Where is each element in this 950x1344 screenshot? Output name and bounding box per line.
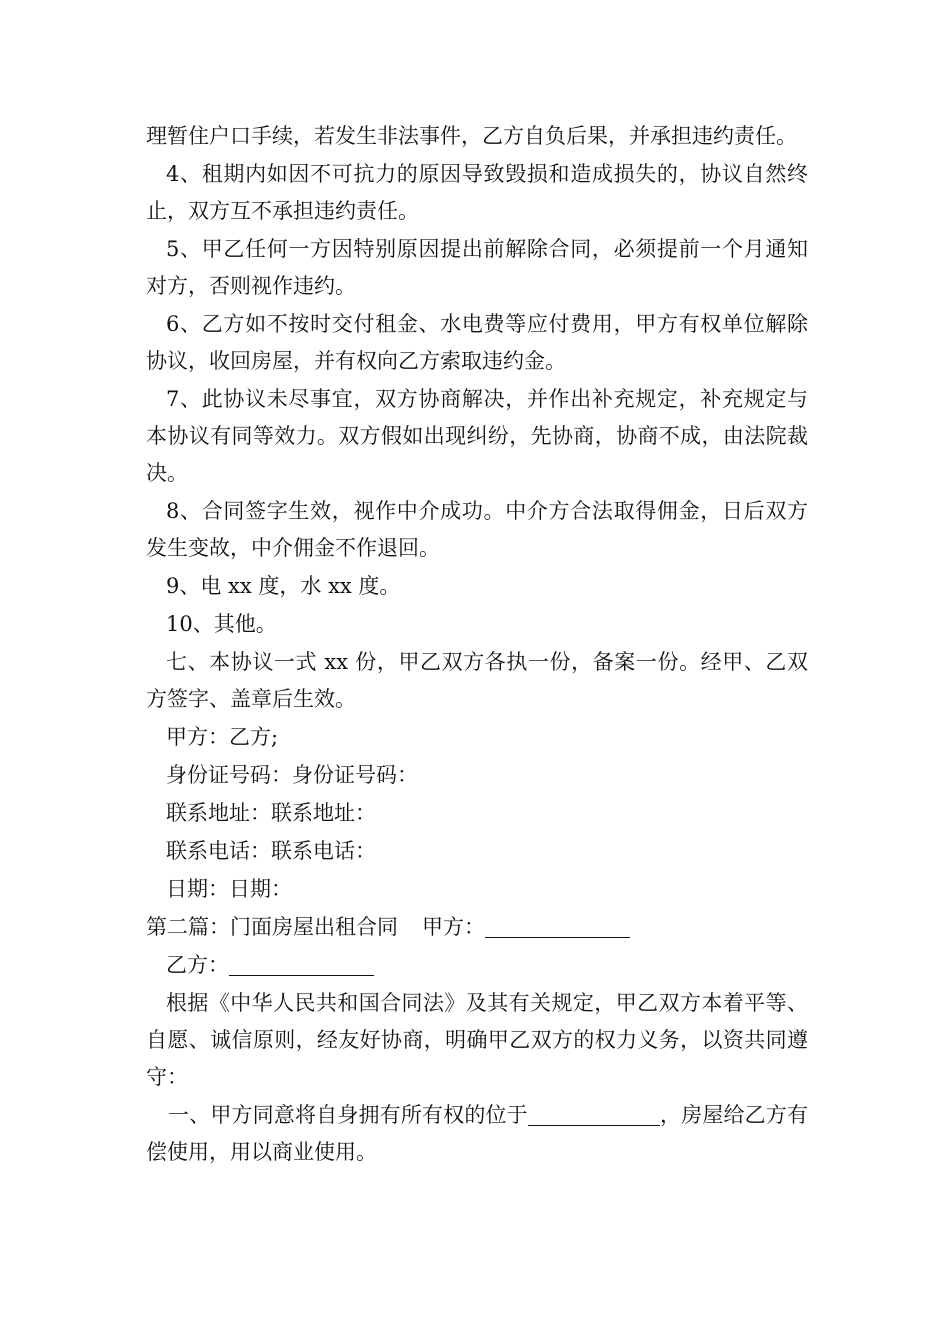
signature-date-line: 日期：日期： [166,877,292,901]
clause-10: 10、其他。 [166,612,277,636]
second-contract-title: 第二篇：门面房屋出租合同 [146,915,398,939]
party-b-label: 乙方： [166,953,229,977]
party-a-label: 甲方： [422,915,485,939]
party-b-line [146,947,808,984]
signature-id-line: 身份证号码：身份证号码： [166,763,418,787]
party-b-blank [229,953,374,976]
signature-party-line: 甲方：乙方; [166,725,279,749]
contract-intro: 根据《中华人民共和国合同法》及其有关规定，甲乙双方本着平等、自愿、诚信原则，经友好协商，明确甲乙双方的权力义务，以资共同遵守： [146,991,808,1089]
clause-7: 7、此协议未尽事宜，双方协商解决，并作出补充规定，补充规定与本协议有同等效力。双方假如出现纠纷，先协商，协商不成，由法院裁决。 [146,387,808,485]
clause-one [146,1097,808,1171]
clause-4: 4、租期内如因不可抗力的原因导致毁损和造成损失的，协议自然终止，双方互不承担违约责任。 [146,162,808,223]
paragraph-continuation: 理暂住户口手续，若发生非法事件，乙方自负后果，并承担违约责任。 [146,124,797,148]
signature-address-line: 联系地址：联系地址： [166,801,376,825]
second-contract-heading [146,909,808,946]
clause-one-before: 一、甲方同意将自身拥有所有权的位于 [168,1103,528,1127]
clause-one-after: ，房屋给乙方有偿使用，用以商业使用。 [146,1103,809,1164]
section-seven: 七、本协议一式 xx 份，甲乙双方各执一份，备案一份。经甲、乙双方签字、盖章后生效。 [146,650,808,711]
clause-9: 9、电 xx 度，水 xx 度。 [166,574,401,598]
clause-8: 8、合同签字生效，视作中介成功。中介方合法取得佣金，日后双方发生变故，中介佣金不作退回。 [146,499,808,560]
clause-6: 6、乙方如不按时交付租金、水电费等应付费用，甲方有权单位解除协议，收回房屋，并有权向乙方索取违约金。 [146,312,808,373]
signature-phone-line: 联系电话：联系电话： [166,839,376,863]
document-page [146,118,808,1171]
location-blank [528,1103,660,1126]
party-a-blank [485,915,630,938]
clause-5: 5、甲乙任何一方因特别原因提出前解除合同，必须提前一个月通知对方，否则视作违约。 [146,237,808,298]
